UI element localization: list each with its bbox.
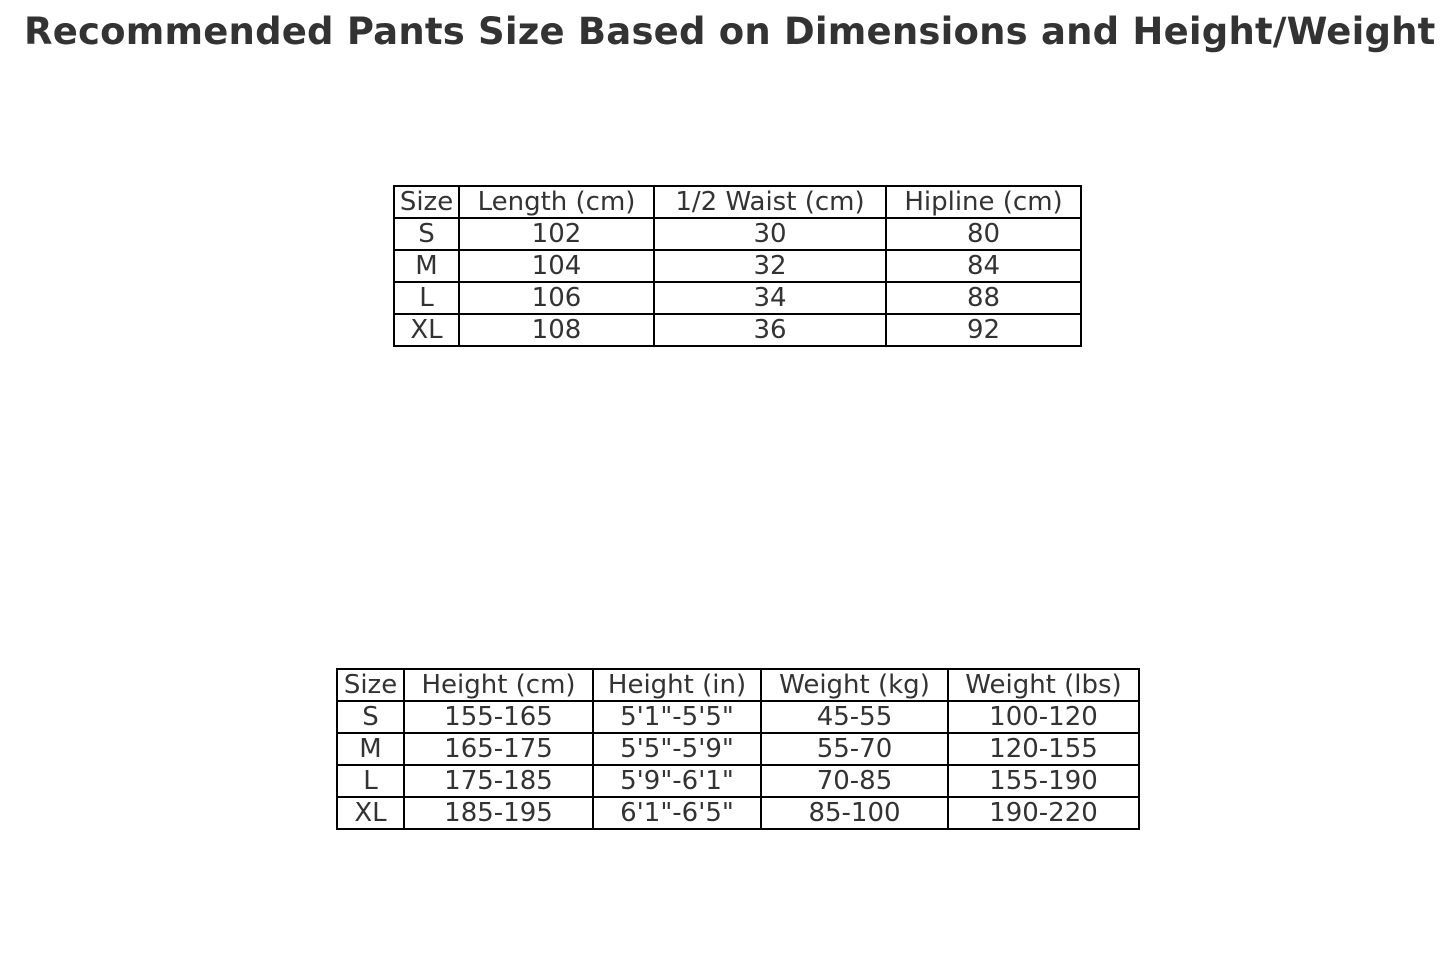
value-cell: 45-55 (761, 701, 948, 733)
size-cell: M (394, 250, 459, 282)
pants-dimensions-table (393, 185, 1082, 347)
value-cell: 106 (459, 282, 654, 314)
size-cell: M (337, 733, 404, 765)
table-row (337, 797, 1139, 829)
size-cell: L (394, 282, 459, 314)
size-cell: XL (337, 797, 404, 829)
value-cell: 102 (459, 218, 654, 250)
value-cell: 185-195 (404, 797, 593, 829)
value-cell: 6'1"-6'5" (593, 797, 761, 829)
value-cell: 120-155 (948, 733, 1139, 765)
value-cell: 30 (654, 218, 886, 250)
value-cell: 55-70 (761, 733, 948, 765)
value-cell: 80 (886, 218, 1081, 250)
value-cell: 165-175 (404, 733, 593, 765)
column-header: Size (337, 669, 404, 701)
header-row (337, 669, 1139, 701)
table-row (394, 282, 1081, 314)
value-cell: 88 (886, 282, 1081, 314)
table-row (337, 733, 1139, 765)
value-cell: 92 (886, 314, 1081, 346)
column-header: Height (in) (593, 669, 761, 701)
value-cell: 70-85 (761, 765, 948, 797)
header-row (394, 186, 1081, 218)
value-cell: 190-220 (948, 797, 1139, 829)
value-cell: 108 (459, 314, 654, 346)
value-cell: 100-120 (948, 701, 1139, 733)
value-cell: 32 (654, 250, 886, 282)
value-cell: 155-165 (404, 701, 593, 733)
size-cell: L (337, 765, 404, 797)
size-cell: XL (394, 314, 459, 346)
column-header: Size (394, 186, 459, 218)
value-cell: 34 (654, 282, 886, 314)
table-row (394, 218, 1081, 250)
figure-title: Recommended Pants Size Based on Dimensions and Height/Weight (24, 10, 1436, 53)
table-row (337, 765, 1139, 797)
size-cell: S (337, 701, 404, 733)
column-header: 1/2 Waist (cm) (654, 186, 886, 218)
value-cell: 5'1"-5'5" (593, 701, 761, 733)
value-cell: 36 (654, 314, 886, 346)
column-header: Hipline (cm) (886, 186, 1081, 218)
value-cell: 175-185 (404, 765, 593, 797)
value-cell: 5'9"-6'1" (593, 765, 761, 797)
value-cell: 5'5"-5'9" (593, 733, 761, 765)
table-row (337, 701, 1139, 733)
value-cell: 85-100 (761, 797, 948, 829)
table-row (394, 314, 1081, 346)
column-header: Weight (kg) (761, 669, 948, 701)
value-cell: 104 (459, 250, 654, 282)
value-cell: 155-190 (948, 765, 1139, 797)
column-header: Height (cm) (404, 669, 593, 701)
column-header: Weight (lbs) (948, 669, 1139, 701)
value-cell: 84 (886, 250, 1081, 282)
height-weight-table (336, 668, 1140, 830)
table-row (394, 250, 1081, 282)
column-header: Length (cm) (459, 186, 654, 218)
size-cell: S (394, 218, 459, 250)
